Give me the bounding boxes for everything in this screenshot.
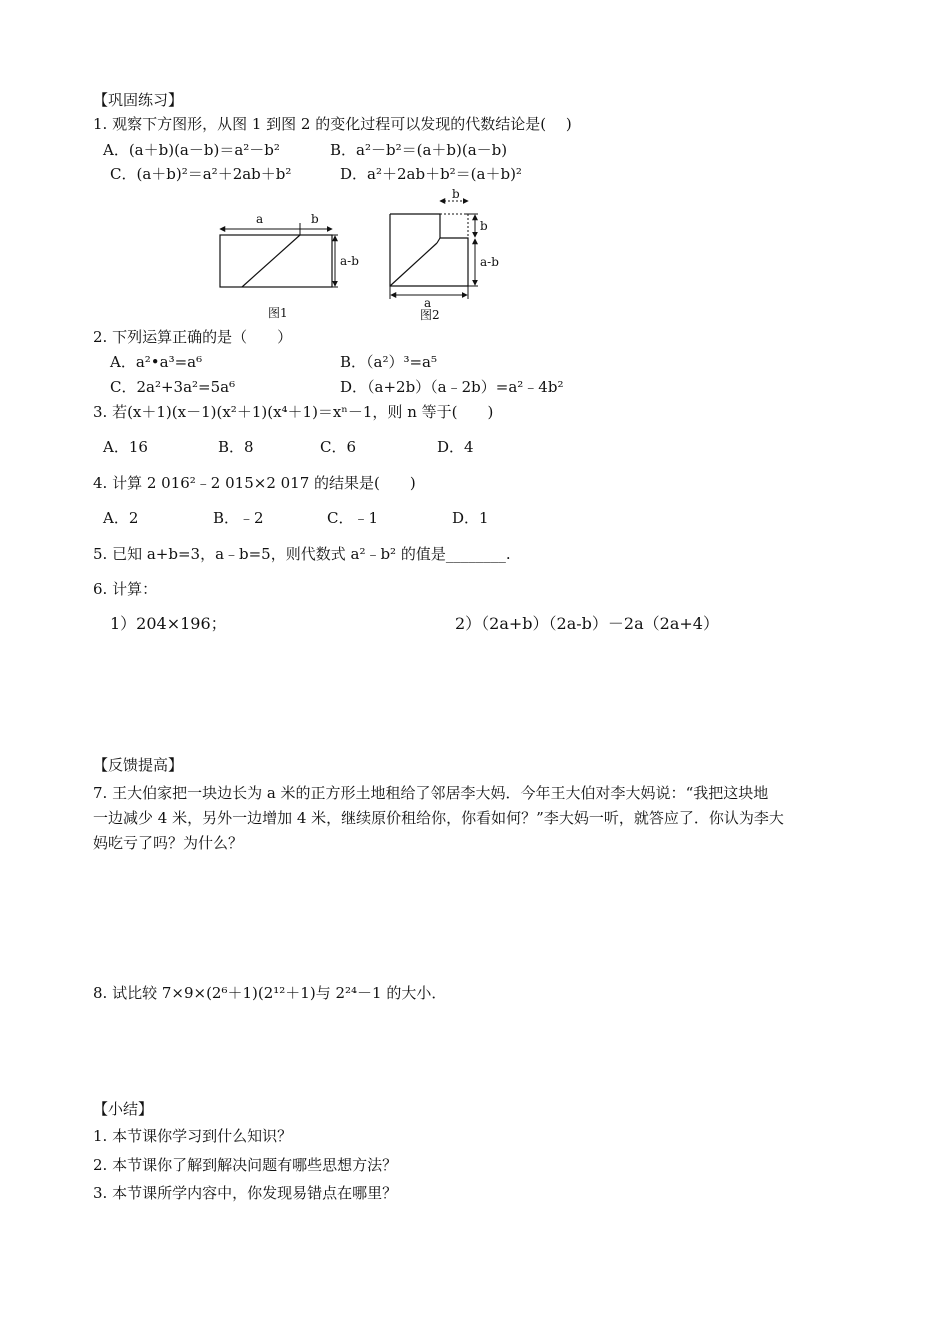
q3-stem: 3. 若(x＋1)(x－1)(x²＋1)(x⁴＋1)＝xⁿ－1，则 n 等于( ) [93,403,494,421]
fig2-label-b-top: b [452,188,460,201]
q6-stem: 6. 计算： [93,580,158,598]
q3-option-d: D．4 [437,438,474,456]
fig2-cut-line [390,243,437,286]
summary-item-3: 3. 本节课所学内容中，你发现易错点在哪里？ [93,1184,398,1202]
q4-option-b: B．﹣2 [213,509,264,527]
section-heading-summary: 【小结】 [93,1100,154,1118]
q2-option-d: D．（a+2b）（a﹣2b）=a²﹣4b² [340,378,564,396]
q3-option-b: B．8 [218,438,254,456]
q4-option-d: D．1 [452,509,489,527]
q1-figure-2 [382,188,517,322]
q7-line-3: 妈吃亏了吗？为什么？ [93,834,244,852]
fig1-label-b: b [311,212,319,226]
q2-option-c: C．2a²+3a²=5a⁶ [110,378,236,396]
fig1-caption: 图1 [268,306,288,320]
q8-stem: 8. 试比较 7×9×(2⁶＋1)(2¹²＋1)与 2²⁴－1 的大小． [93,984,447,1002]
summary-item-1: 1. 本节课你学习到什么知识？ [93,1127,293,1145]
q1-figure-1 [212,208,372,320]
q3-option-c: C．6 [320,438,357,456]
fig2-label-b-right: b [480,219,488,233]
q7-line-2: 一边减少 4 米，另外一边增加 4 米，继续原价租给你，你看如何？”李大妈一听，就答应了．你认为李大 [93,809,784,827]
q4-stem: 4. 计算 2 016²﹣2 015×2 017 的结果是( ) [93,474,416,492]
q4-option-a: A．2 [103,509,139,527]
section-heading-consolidation: 【巩固练习】 [93,91,184,109]
summary-item-2: 2. 本节课你了解到解决问题有哪些思想方法？ [93,1156,398,1174]
q7-line-1: 7. 王大伯家把一块边长为 a 米的正方形土地租给了邻居李大妈．今年王大伯对李大妈说：“我把这块地 [93,784,769,802]
q1-option-a: A．(a＋b)(a－b)＝a²－b² [103,141,280,159]
q2-option-a: A．a²•a³=a⁶ [110,353,203,371]
q4-option-c: C．﹣1 [327,509,379,527]
q1-option-b: B．a²－b²＝(a＋b)(a－b) [330,141,508,159]
q5-stem: 5. 已知 a+b=3，a﹣b=5，则代数式 a²﹣b² 的值是________. [93,545,511,563]
fig2-caption: 图2 [420,308,440,322]
q1-option-c: C．(a＋b)²＝a²＋2ab＋b² [110,165,292,183]
q2-option-b: B．（a²）³=a⁵ [340,353,438,371]
fig1-label-amb: a-b [340,254,359,268]
q6-part-2: 2）（2a+b）（2a-b）－2a（2a+4） [455,614,719,633]
fig1-cut-line [242,235,300,287]
q6-part-1: 1）204×196； [110,614,227,633]
fig1-label-a: a [256,212,264,226]
q3-option-a: A．16 [103,438,148,456]
q1-option-d: D．a²＋2ab＋b²＝(a＋b)² [340,165,522,183]
fig1-rectangle [220,235,332,287]
fig2-label-a: a [424,296,432,310]
q2-stem: 2. 下列运算正确的是（ ） [93,328,293,346]
q1-stem: 1. 观察下方图形，从图 1 到图 2 的变化过程可以发现的代数结论是( ) [93,115,572,133]
section-heading-feedback: 【反馈提高】 [93,756,184,774]
fig2-label-amb: a-b [480,255,499,269]
